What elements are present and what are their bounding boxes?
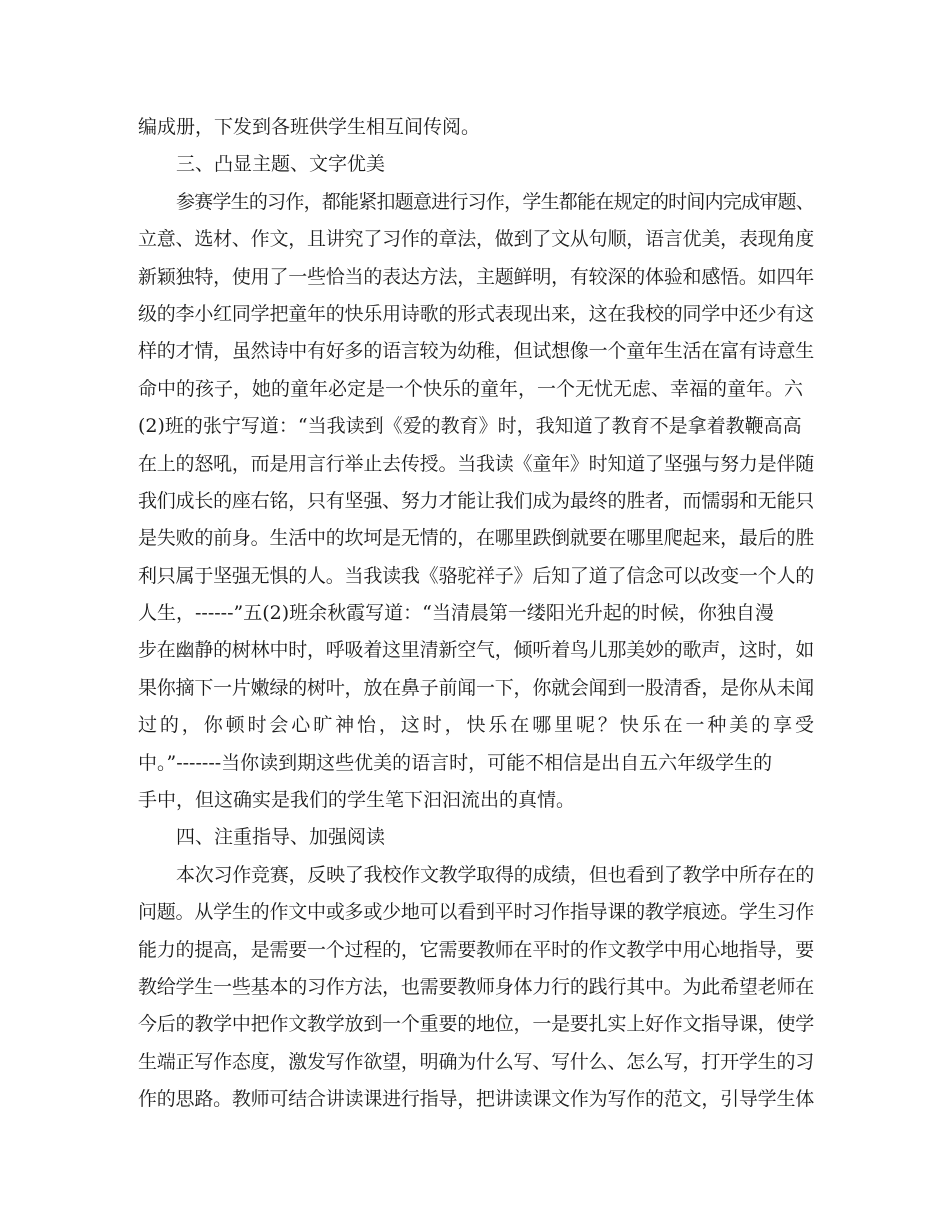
text-line: 是失败的前身。生活中的坎坷是无情的，在哪里跌倒就要在哪里爬起来，最后的胜 [138, 527, 815, 550]
text-line: 编成册，下发到各班供学生相互间传阅。 [138, 116, 481, 138]
text-line: 我们成长的座右铭，只有坚强、努力才能让我们成为最终的胜者，而懦弱和无能只 [138, 489, 815, 512]
text-line: (2)班的张宁写道：“当我读到《爱的教育》时，我知道了教育不是拿着教鞭高高 [138, 415, 802, 438]
text-line: 三、凸显主题、文字优美 [176, 153, 386, 176]
text-line: 命中的孩子，她的童年必定是一个快乐的童年，一个无忧无虑、幸福的童年。六 [138, 377, 804, 400]
text-line: 参赛学生的习作，都能紧扣题意进行习作，学生都能在规定的时间内完成审题、 [176, 190, 815, 213]
text-line: 样的才情，虽然诗中有好多的语言较为幼稚，但试想像一个童年生活在富有诗意生 [138, 340, 815, 363]
text-line: 作的思路。教师可结合讲读课进行指导，把讲读课文作为写作的范文，引导学生体 [138, 1088, 815, 1111]
text-line: 生端正写作态度，激发写作欲望，明确为什么写、写什么、怎么写，打开学生的习 [138, 1050, 815, 1073]
text-line: 手中，但这确实是我们的学生笔下汩汩流出的真情。 [138, 789, 576, 812]
text-line: 问题。从学生的作文中或多或少地可以看到平时习作指导课的教学痕迹。学生习作 [138, 901, 815, 924]
body-text [138, 109, 814, 1119]
text-line: 过的，你顿时会心旷神怡，这时，快乐在哪里呢？快乐在一种美的享受 [138, 714, 814, 737]
text-line: 四、注重指导、加强阅读 [176, 826, 386, 849]
text-line: 级的李小红同学把童年的快乐用诗歌的形式表现出来，这在我校的同学中还少有这 [138, 302, 815, 325]
text-line: 本次习作竞赛，反映了我校作文教学取得的成绩，但也看到了教学中所存在的 [176, 863, 815, 886]
text-line: 立意、选材、作文，且讲究了习作的章法，做到了文从句顺，语言优美，表现角度 [138, 228, 815, 251]
text-line: 中。”-------当你读到期这些优美的语言时，可能不相信是出自五六年级学生的 [138, 751, 773, 774]
text-line: 人生，------”五(2)班余秋霞写道：“当清晨第一缕阳光升起的时候，你独自漫 [138, 602, 774, 625]
text-line: 能力的提高，是需要一个过程的，它需要教师在平时的作文教学中用心地指导，要 [138, 938, 815, 961]
text-line: 步在幽静的树林中时，呼吸着这里清新空气，倾听着鸟儿那美妙的歌声，这时，如 [138, 639, 815, 662]
text-line: 在上的怒吼，而是用言行举止去传授。当我读《童年》时知道了坚强与努力是伴随 [138, 452, 815, 475]
text-line: 新颖独特，使用了一些恰当的表达方法，主题鲜明，有较深的体验和感悟。如四年 [138, 265, 815, 288]
text-line: 今后的教学中把作文教学放到一个重要的地位，一是要扎实上好作文指导课，使学 [138, 1013, 815, 1036]
text-line: 教给学生一些基本的习作方法，也需要教师身体力行的践行其中。为此希望老师在 [138, 975, 815, 998]
text-line: 果你摘下一片嫩绿的树叶，放在鼻子前闻一下，你就会闻到一股清香，是你从未闻 [138, 676, 815, 699]
text-line: 利只属于坚强无惧的人。当我读我《骆驼祥子》后知了道了信念可以改变一个人的 [138, 564, 815, 587]
